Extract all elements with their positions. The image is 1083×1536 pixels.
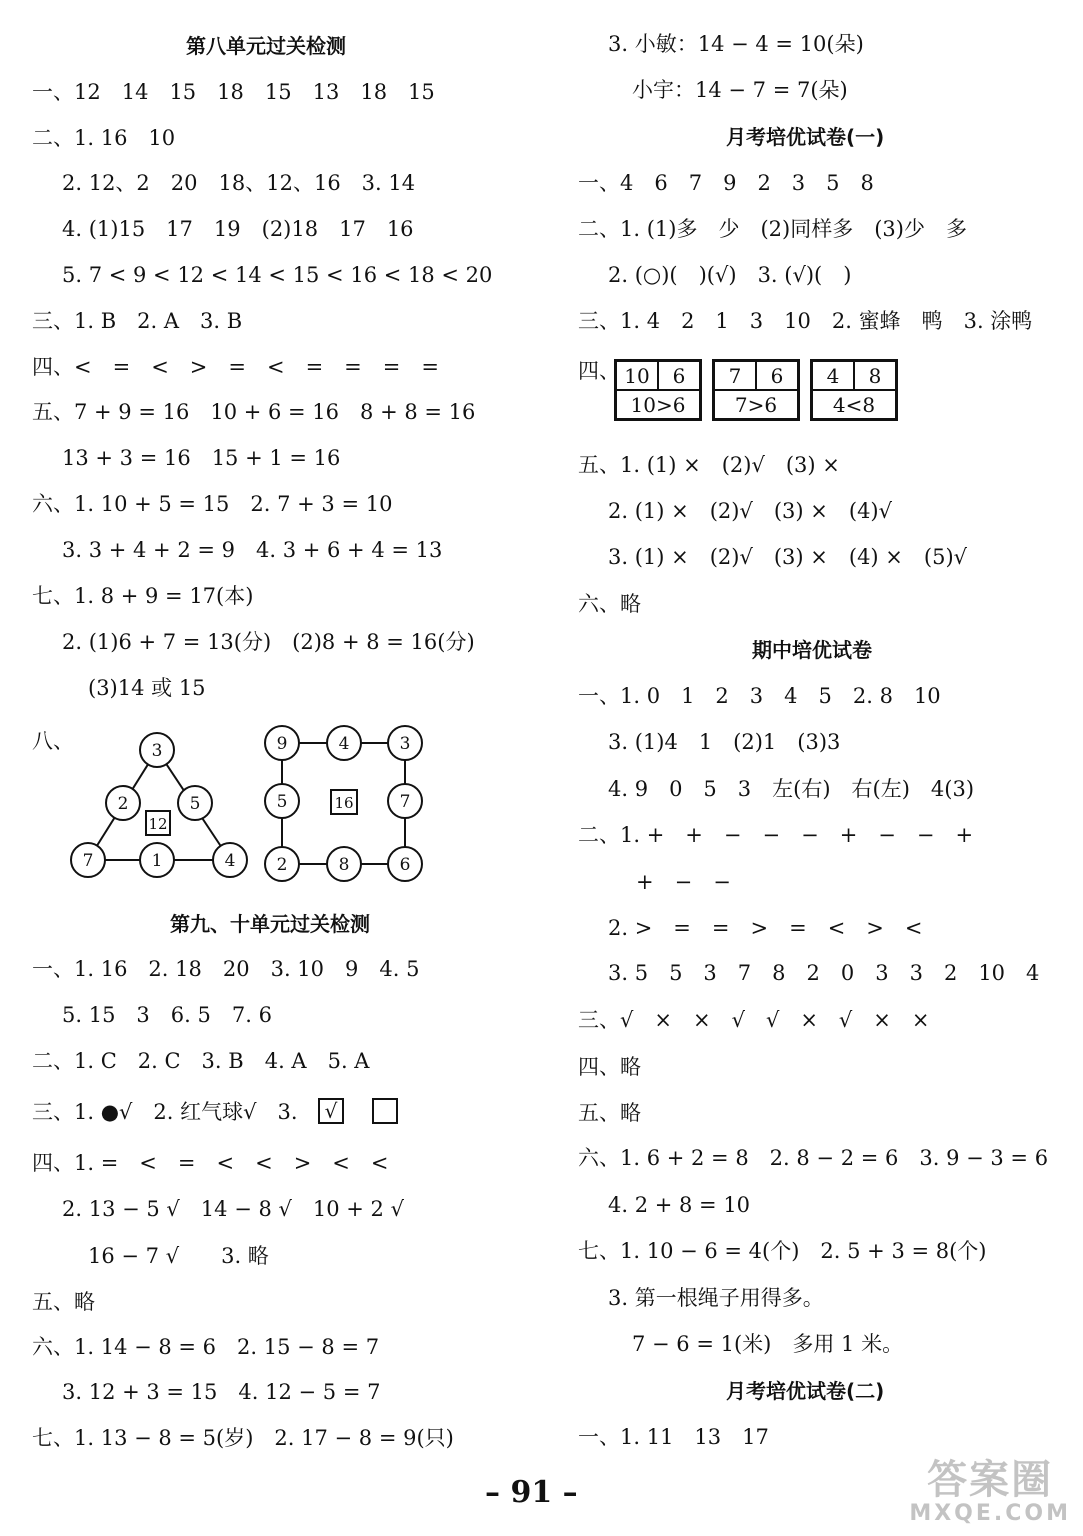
square-mr-value: 7 (399, 792, 411, 812)
triangle-top-value: 3 (151, 741, 163, 761)
answer-line: 五、略 (578, 1101, 641, 1125)
answer-line: 2. (1)6 + 7 = 13(分) (2)8 + 8 = 16(分) (62, 630, 475, 654)
answer-line: 2. (○)( )(√) 3. (√)( ) (608, 263, 852, 287)
answer-line: 5. 15 3 6. 5 7. 6 (62, 1003, 272, 1027)
unit8-title: 第八单元过关检测 (186, 34, 346, 58)
checked-box: √ (318, 1098, 344, 1124)
monthly1-title: 月考培优试卷(一) (726, 125, 885, 149)
answer-line: 二、1. + + − − − + − − + (578, 823, 974, 847)
answer-line: 3. (1)4 1 (2)1 (3)3 (608, 730, 841, 754)
answer-line: 八、 (32, 729, 74, 753)
compare-b: 8 (854, 361, 896, 390)
compare-a: 4 (812, 361, 854, 390)
monthly2-title: 月考培优试卷(二) (726, 1379, 885, 1403)
circle-puzzles (60, 720, 480, 890)
unit910-title: 第九、十单元过关检测 (170, 912, 370, 936)
square-bm-value: 8 (338, 855, 350, 875)
triangle-right-value: 5 (189, 794, 201, 814)
triangle-bottom-right-value: 4 (224, 851, 236, 871)
answer-line: 13 + 3 = 16 15 + 1 = 16 (62, 446, 341, 470)
compare-box (712, 359, 800, 421)
watermark-line2: MXQE.COM (909, 1501, 1071, 1526)
answer-line: 七、1. 13 − 8 = 5(岁) 2. 17 − 8 = 9(只) (32, 1426, 454, 1450)
answer-line: 六、1. 14 − 8 = 6 2. 15 − 8 = 7 (32, 1335, 380, 1359)
answer-line: 二、1. (1)多 少 (2)同样多 (3)少 多 (578, 217, 967, 241)
answer-line: 7 − 6 = 1(米) 多用 1 米。 (632, 1332, 904, 1356)
empty-box (372, 1098, 398, 1124)
compare-a: 10 (616, 361, 658, 390)
answer-line: 一、1. 11 13 17 (578, 1425, 769, 1449)
answer-line: 七、1. 8 + 9 = 17(本) (32, 584, 254, 608)
answer-line: 4. 9 0 5 3 左(右) 右(左) 4(3) (608, 777, 975, 801)
answer-line: 4. (1)15 17 19 (2)18 17 16 (62, 217, 414, 241)
answer-line: 六、1. 10 + 5 = 15 2. 7 + 3 = 10 (32, 492, 393, 516)
midterm-title: 期中培优试卷 (752, 638, 872, 662)
answer-line: 2. > = = > = < > < (608, 916, 923, 940)
watermark-logo (909, 1458, 1071, 1526)
answer-line: 五、略 (32, 1290, 95, 1314)
answer-line: 四、1. = < = < < > < < (32, 1151, 389, 1175)
answer-line: 四、 (578, 359, 620, 383)
answer-line: 5. 7 < 9 < 12 < 14 < 15 < 16 < 18 < 20 (62, 263, 493, 287)
square-tl-value: 9 (276, 734, 288, 754)
compare-b: 6 (658, 361, 700, 390)
watermark-line1: 答案圈 (927, 1457, 1054, 1503)
answer-line: 二、1. C 2. C 3. B 4. A 5. A (32, 1049, 370, 1073)
answer-line: 一、4 6 7 9 2 3 5 8 (578, 171, 874, 195)
square-tr-value: 3 (399, 734, 411, 754)
answer-line: 3. 小敏：14 − 4 = 10(朵) (608, 32, 864, 56)
answer-line: (3)14 或 15 (88, 676, 206, 700)
answer-line: 六、略 (578, 592, 641, 616)
answer-line: 一、1. 0 1 2 3 4 5 2. 8 10 (578, 684, 941, 708)
answer-line: 2. (1) × (2)√ (3) × (4)√ (608, 499, 893, 523)
answer-line: 16 − 7 √ 3. 略 (88, 1244, 269, 1268)
answer-line: 3. 3 + 4 + 2 = 9 4. 3 + 6 + 4 = 13 (62, 538, 443, 562)
answer-line: 三、1. B 2. A 3. B (32, 309, 243, 333)
answer-line: 五、1. (1) × (2)√ (3) × (578, 453, 840, 477)
square-br-value: 6 (399, 855, 411, 875)
compare-b: 6 (756, 361, 798, 390)
triangle-bottom-mid-value: 1 (151, 851, 163, 871)
answer-line: 3. (1) × (2)√ (3) × (4) × (5)√ (608, 545, 968, 569)
triangle-bottom-left-value: 7 (82, 851, 94, 871)
answer-line: + − − (636, 870, 731, 894)
compare-result: 10>6 (616, 390, 700, 419)
answer-line: 一、12 14 15 18 15 13 18 15 (32, 80, 435, 104)
answer-line: 3. 12 + 3 = 15 4. 12 − 5 = 7 (62, 1380, 381, 1404)
square-bl-value: 2 (276, 855, 288, 875)
answer-line: 五、7 + 9 = 16 10 + 6 = 16 8 + 8 = 16 (32, 400, 476, 424)
answer-line: 三、1. 4 2 1 3 10 2. 蜜蜂 鸭 3. 涂鸭 (578, 309, 1033, 333)
compare-result: 7>6 (714, 390, 798, 419)
answer-line: 四、略 (578, 1055, 641, 1079)
answer-line: 2. 13 − 5 √ 14 − 8 √ 10 + 2 √ (62, 1197, 404, 1221)
square-tm-value: 4 (338, 734, 350, 754)
square-sum: 16 (334, 794, 354, 812)
answer-line: 4. 2 + 8 = 10 (608, 1193, 751, 1217)
compare-result: 4<8 (812, 390, 896, 419)
answer-line: 一、1. 16 2. 18 20 3. 10 9 4. 5 (32, 957, 420, 981)
compare-box (614, 359, 702, 421)
answer-line: 二、1. 16 10 (32, 126, 176, 150)
compare-a: 7 (714, 361, 756, 390)
answer-line: 三、1. ●√ 2. 红气球√ 3. (32, 1100, 298, 1124)
page-number: – 91 – (485, 1475, 578, 1510)
answer-line: 七、1. 10 − 6 = 4(个) 2. 5 + 3 = 8(个) (578, 1239, 987, 1263)
answer-line: 3. 5 5 3 7 8 2 0 3 3 2 10 4 (608, 961, 1040, 985)
compare-box (810, 359, 898, 421)
answer-line: 六、1. 6 + 2 = 8 2. 8 − 2 = 6 3. 9 − 3 = 6 (578, 1146, 1049, 1170)
answer-line: 三、√ × × √ √ × √ × × (578, 1008, 930, 1032)
triangle-sum: 12 (148, 815, 168, 833)
answer-line: 四、< = < > = < = = = = (32, 355, 439, 379)
square-ml-value: 5 (276, 792, 288, 812)
triangle-left-value: 2 (117, 794, 129, 814)
answer-line: 3. 第一根绳子用得多。 (608, 1286, 824, 1310)
answer-line: 2. 12、2 20 18、12、16 3. 14 (62, 171, 416, 195)
answer-line: 小宇：14 − 7 = 7(朵) (632, 78, 848, 102)
